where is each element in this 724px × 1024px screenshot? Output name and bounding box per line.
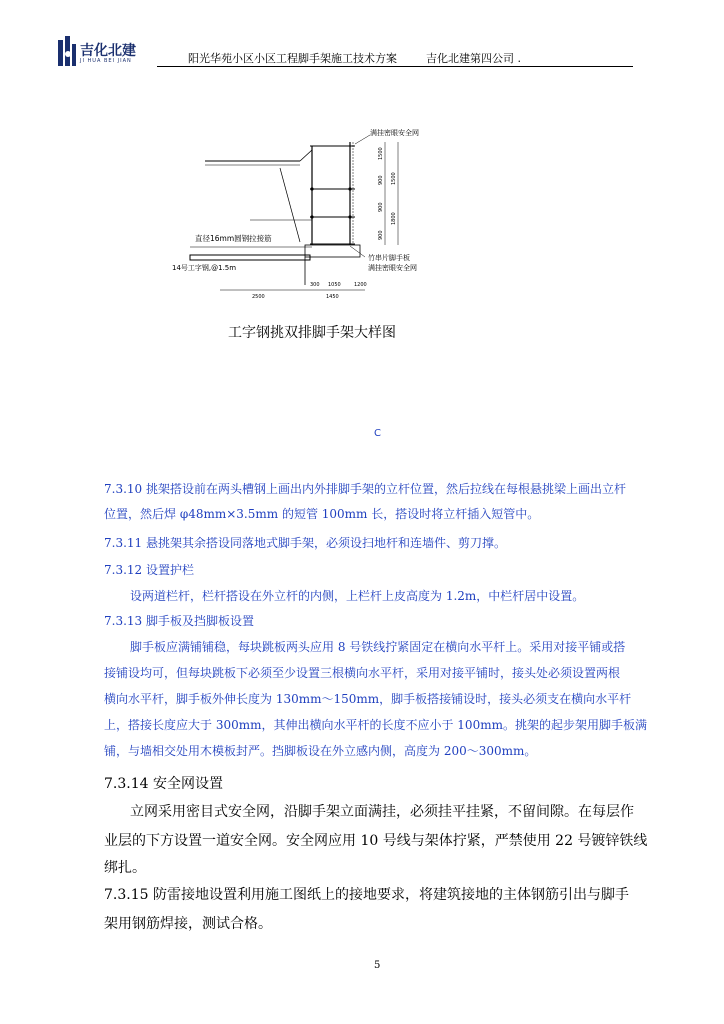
para-7-3-15-line-1: 7.3.15 防雷接地设置利用施工图纸上的接地要求，将建筑接地的主体钢筋引出与脚手: [104, 887, 629, 903]
dim-label: 1450: [326, 294, 339, 300]
blue-mark: C: [374, 428, 381, 439]
label-top-net: 满挂密眼安全网: [370, 129, 419, 137]
para-7-3-13-line-5: 铺，与墙相交处用木模板封严。挡脚板设在外立感内侧，高度为 200～300mm。: [104, 744, 537, 758]
node: [348, 187, 351, 190]
header-divider: [157, 66, 633, 67]
dim-label: 1800: [391, 212, 397, 225]
heading-7-3-12: 7.3.12 设置护栏: [104, 563, 194, 577]
dim-label: 900: [378, 230, 384, 240]
header-company: 吉化北建第四公司 .: [426, 52, 521, 65]
para-7-3-10-line-1: 7.3.10 挑架搭设前在两头槽钢上画出内外排脚手架的立杆位置，然后拉线在每根悬挑梁上画出立杆: [104, 482, 626, 496]
leader: [355, 135, 370, 144]
figure-caption: 工字钢挑双排脚手架大样图: [228, 325, 396, 341]
i-beam: [190, 255, 310, 260]
node: [310, 187, 313, 190]
para-7-3-14-line-3: 绑扎。: [104, 860, 146, 876]
node: [348, 215, 351, 218]
dim-label: 1500: [378, 147, 384, 160]
header-title: 阳光华苑小区小区工程脚手架施工技术方案: [188, 52, 397, 65]
para-7-3-15-line-2: 架用钢筋焊接，测试合格。: [104, 916, 272, 932]
leader: [350, 246, 365, 257]
dim-label: 1050: [328, 282, 341, 288]
i-beam-end: [305, 245, 360, 257]
node: [310, 215, 313, 218]
para-7-3-14-line-2: 业层的下方设置一道安全网。安全网应用 10 号线与架体拧紧，严禁使用 22 号镀锌铁线: [104, 833, 648, 849]
label-i-beam: 14号工字钢,@1.5m: [172, 264, 237, 272]
para-7-3-13-line-3: 横向水平杆，脚手板外伸长度为 130mm～150mm，脚手板搭接铺设时，接头必须支在横向水平杆: [104, 692, 632, 706]
tie-diagonal: [300, 150, 312, 161]
para-7-3-11: 7.3.11 悬挑架其余搭设同落地式脚手架，必须设扫地杆和连墙件、剪刀撑。: [104, 536, 506, 550]
label-bamboo: 竹串片脚手板: [368, 254, 410, 262]
label-net-bottom: 满挂密眼安全网: [368, 264, 417, 272]
dim-label: 1500: [391, 172, 397, 185]
page-number: 5: [374, 960, 381, 971]
logo-subtext: JI HUA BEI JIAN: [80, 58, 132, 64]
dim-label: 1200: [354, 282, 367, 288]
heading-7-3-13: 7.3.13 脚手板及挡脚板设置: [104, 614, 254, 628]
dim-label: 900: [378, 175, 384, 185]
para-7-3-13-line-1: 脚手板应满铺铺稳，每块跳板两头应用 8 号铁线拧紧固定在横向水平杆上。采用对接平铺或搭: [130, 640, 626, 654]
dim-label: 900: [378, 202, 384, 212]
para-7-3-10-line-2: 位置，然后焊 φ48mm×3.5mm 的短管 100mm 长，搭设时将立杆插入短管中。: [104, 507, 540, 521]
dim-label: 300: [310, 282, 320, 288]
para-7-3-13-line-2: 接铺设均可，但每块跳板下必须至少设置三根横向水平杆，采用对接平铺时，接头处必须设置两根: [104, 666, 621, 680]
tie-rod: [280, 168, 300, 242]
heading-7-3-14: 7.3.14 安全网设置: [104, 776, 223, 792]
label-rod: 直径16mm圆钢拉接筋: [195, 234, 272, 243]
para-7-3-14-line-1: 立网采用密目式安全网，沿脚手架立面满挂，必须挂平挂紧，不留间隙。在每层作: [130, 804, 634, 820]
dim-label: 2500: [252, 294, 265, 300]
para-7-3-12: 设两道栏杆，栏杆搭设在外立杆的内侧，上栏杆上皮高度为 1.2m，中栏杆居中设置。: [130, 589, 585, 603]
para-7-3-13-line-4: 上，搭接长度应大于 300mm，其伸出横向水平杆的长度不应小于 100mm。挑架的起步架用脚手板满: [104, 718, 647, 732]
scaffold-diagram: [160, 120, 460, 315]
logo-text: 吉化北建: [80, 43, 136, 59]
